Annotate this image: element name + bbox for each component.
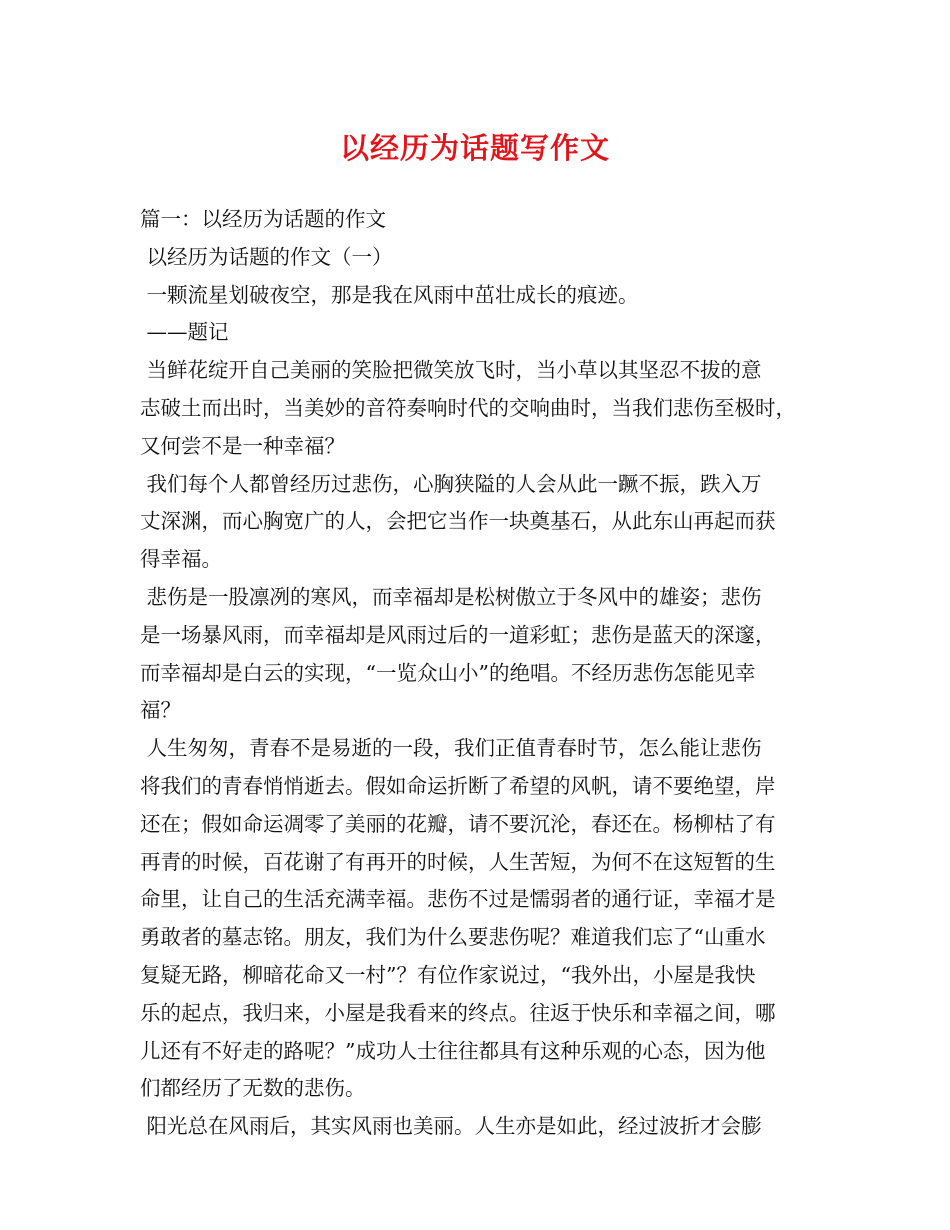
body-line: 是一场暴风雨，而幸福却是风雨过后的一道彩虹；悲伤是蓝天的深邃， (140, 622, 776, 647)
body-line: 复疑无路，柳暗花命又一村”？有位作家说过，“我外出，小屋是我快 (140, 962, 756, 987)
body-line: 阳光总在风雨后，其实风雨也美丽。人生亦是如此，经过波折才会膨 (140, 1114, 762, 1139)
body-line: 们都经历了无数的悲伤。 (140, 1076, 366, 1101)
body-line: 我们每个人都曾经历过悲伤，心胸狭隘的人会从此一蹶不振，跌入万 (140, 471, 762, 496)
body-line: 福？ (140, 698, 181, 723)
body-line: 得幸福。 (140, 547, 222, 572)
body-line: 又何尝不是一种幸福？ (140, 433, 345, 458)
body-line: 一颗流星划破夜空，那是我在风雨中茁壮成长的痕迹。 (140, 282, 639, 307)
body-line: 还在；假如命运凋零了美丽的花瓣，请不要沉沦，春还在。杨柳枯了有 (140, 811, 776, 836)
body-line: 人生匆匆，青春不是易逝的一段，我们正值青春时节，怎么能让悲伤 (140, 736, 762, 761)
body-line: 志破土而出时，当美妙的音符奏响时代的交响曲时，当我们悲伤至极时， (140, 395, 796, 420)
body-line: 丈深渊，而心胸宽广的人，会把它当作一块奠基石，从此东山再起而获 (140, 509, 776, 534)
body-line: 篇一：以经历为话题的作文 (140, 207, 386, 231)
body-line: 当鲜花绽开自己美丽的笑脸把微笑放飞时，当小草以其坚忍不拔的意 (140, 358, 762, 383)
body-line: 勇敢者的墓志铭。朋友，我们为什么要悲伤呢？难道我们忘了“山重水 (140, 925, 766, 950)
body-line: 悲伤是一股凛冽的寒风，而幸福却是松树傲立于冬风中的雄姿；悲伤 (140, 584, 762, 609)
body-line: 儿还有不好走的路呢？”成功人士往往都具有这种乐观的心态，因为他 (140, 1038, 766, 1063)
body-line: 命里，让自己的生活充满幸福。悲伤不过是懦弱者的通行证，幸福才是 (140, 887, 776, 912)
body-line: 以经历为话题的作文（一） (140, 244, 393, 269)
body-line: 乐的起点，我归来，小屋是我看来的终点。往返于快乐和幸福之间，哪 (140, 1000, 776, 1025)
body-line: 将我们的青春悄悄逝去。假如命运折断了希望的风帆，请不要绝望，岸 (140, 773, 776, 798)
body-line: ——题记 (140, 320, 229, 345)
document-body (140, 201, 830, 1146)
body-line: 而幸福却是白云的实现，“一览众山小”的绝唱。不经历悲伤怎能见幸 (140, 660, 756, 685)
document-title: 以经历为话题写作文 (339, 131, 610, 165)
body-line: 再青的时候，百花谢了有再开的时候，人生苦短，为何不在这短暂的生 (140, 849, 776, 874)
